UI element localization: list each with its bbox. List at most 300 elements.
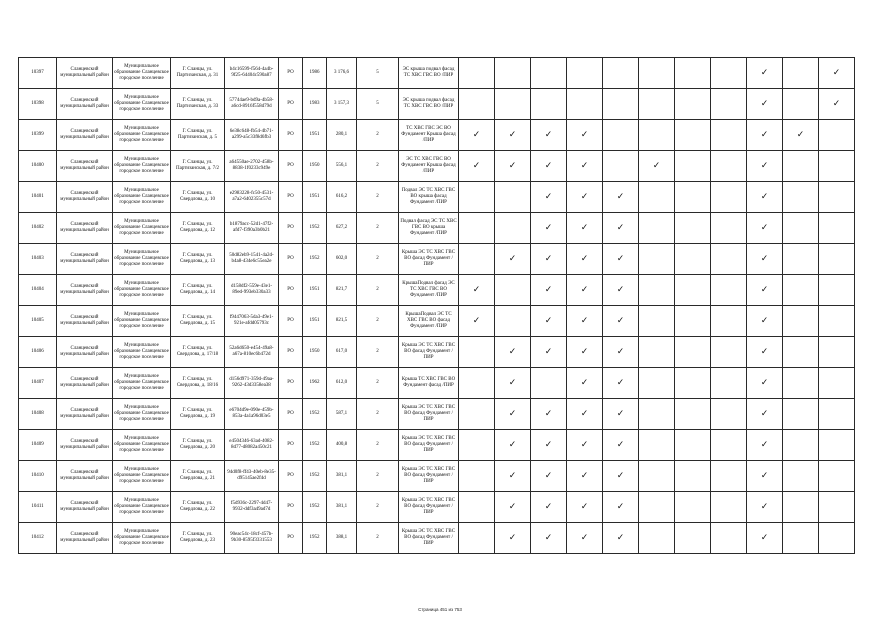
district-cell: Сланцевский муниципальный район bbox=[57, 151, 113, 182]
table-row bbox=[19, 275, 855, 306]
works-cell: Крыша ЭС ТС ХВС ГВС ВО фасад Фундамент /ПИР bbox=[399, 399, 459, 430]
area-cell: 821,5 bbox=[327, 306, 357, 337]
check-mark-icon: ✓ bbox=[747, 89, 783, 120]
work-cell-empty bbox=[819, 244, 855, 275]
check-mark-icon: ✓ bbox=[747, 337, 783, 368]
work-cell-empty bbox=[819, 492, 855, 523]
work-cell-empty bbox=[711, 89, 747, 120]
record-number: 10400 bbox=[19, 151, 57, 182]
work-cell-empty bbox=[711, 182, 747, 213]
area-cell: 612,0 bbox=[327, 368, 357, 399]
year-cell: 1952 bbox=[303, 461, 327, 492]
area-cell: 400,8 bbox=[327, 430, 357, 461]
work-cell-empty bbox=[783, 275, 819, 306]
check-mark-icon: ✓ bbox=[819, 58, 855, 89]
work-cell-empty bbox=[639, 58, 675, 89]
check-mark-icon: ✓ bbox=[747, 213, 783, 244]
district-cell: Сланцевский муниципальный район bbox=[57, 89, 113, 120]
check-mark-icon: ✓ bbox=[603, 337, 639, 368]
work-cell-empty bbox=[639, 244, 675, 275]
floors-cell: 2 bbox=[357, 120, 399, 151]
floors-cell: 2 bbox=[357, 337, 399, 368]
municipality-cell: Муниципальное образование Сланцевское городское поселение bbox=[113, 244, 171, 275]
works-cell: ЭС ТС ХВС ГВС ВО Фундамент Крыша фасад /ПИР bbox=[399, 151, 459, 182]
work-cell-empty bbox=[567, 58, 603, 89]
ownership-cell: РО bbox=[279, 58, 303, 89]
work-cell-empty bbox=[783, 213, 819, 244]
work-cell-empty bbox=[459, 492, 495, 523]
work-cell-empty bbox=[675, 89, 711, 120]
works-cell: Крыша ЭС ТС ХВС ГВС ВО фасад Фундамент /ПИР bbox=[399, 430, 459, 461]
floors-cell: 2 bbox=[357, 461, 399, 492]
table-row bbox=[19, 492, 855, 523]
work-cell-empty bbox=[495, 213, 531, 244]
work-cell-empty bbox=[603, 89, 639, 120]
work-cell-empty bbox=[531, 58, 567, 89]
check-mark-icon: ✓ bbox=[747, 461, 783, 492]
work-cell-empty bbox=[459, 244, 495, 275]
check-mark-icon: ✓ bbox=[531, 430, 567, 461]
table-row bbox=[19, 368, 855, 399]
year-cell: 1951 bbox=[303, 275, 327, 306]
work-cell-empty bbox=[675, 461, 711, 492]
ownership-cell: РО bbox=[279, 213, 303, 244]
guid-cell: 52a6d650-e454-49a8-a67a-810ec6b472d bbox=[225, 337, 279, 368]
page-footer: Страница 451 из 753 bbox=[418, 607, 462, 612]
table-row bbox=[19, 461, 855, 492]
district-cell: Сланцевский муниципальный район bbox=[57, 399, 113, 430]
area-cell: 388,1 bbox=[327, 523, 357, 554]
check-mark-icon: ✓ bbox=[603, 399, 639, 430]
check-mark-icon: ✓ bbox=[495, 492, 531, 523]
check-mark-icon: ✓ bbox=[495, 368, 531, 399]
district-cell: Сланцевский муниципальный район bbox=[57, 306, 113, 337]
record-number: 10409 bbox=[19, 430, 57, 461]
record-number: 10397 bbox=[19, 58, 57, 89]
floors-cell: 2 bbox=[357, 430, 399, 461]
check-mark-icon: ✓ bbox=[495, 337, 531, 368]
address-cell: Г. Сланцы, ул. Свердлова, д. 21 bbox=[171, 461, 225, 492]
work-cell-empty bbox=[783, 523, 819, 554]
year-cell: 1983 bbox=[303, 89, 327, 120]
address-cell: Г. Сланцы, ул. Свердлова, д. 20 bbox=[171, 430, 225, 461]
work-cell-empty bbox=[459, 430, 495, 461]
work-cell-empty bbox=[783, 430, 819, 461]
check-mark-icon: ✓ bbox=[459, 275, 495, 306]
ownership-cell: РО bbox=[279, 523, 303, 554]
works-cell: Крыша ТС ХВС ГВС ВО Фундамент фасад /ПИР bbox=[399, 368, 459, 399]
work-cell-empty bbox=[711, 430, 747, 461]
record-number: 10398 bbox=[19, 89, 57, 120]
municipality-cell: Муниципальное образование Сланцевское городское поселение bbox=[113, 182, 171, 213]
address-cell: Г. Сланцы, ул. Свердлова, д. 18/16 bbox=[171, 368, 225, 399]
work-cell-empty bbox=[459, 213, 495, 244]
work-cell-empty bbox=[639, 337, 675, 368]
work-cell-empty bbox=[711, 58, 747, 89]
works-cell: КрышаПодвал фасад ЭС ТС ХВС ГВС ВО Фундамент /ПИР bbox=[399, 275, 459, 306]
work-cell-empty bbox=[639, 523, 675, 554]
ownership-cell: РО bbox=[279, 306, 303, 337]
address-cell: Г. Сланцы, ул. Свердлова, д. 17/18 bbox=[171, 337, 225, 368]
municipality-cell: Муниципальное образование Сланцевское городское поселение bbox=[113, 120, 171, 151]
work-cell-empty bbox=[675, 368, 711, 399]
floors-cell: 2 bbox=[357, 275, 399, 306]
works-cell: КрышаПодвал ЭС ТС ХВС ГВС ВО фасад Фундамент /ПИР bbox=[399, 306, 459, 337]
municipality-cell: Муниципальное образование Сланцевское городское поселение bbox=[113, 523, 171, 554]
ownership-cell: РО bbox=[279, 368, 303, 399]
check-mark-icon: ✓ bbox=[747, 275, 783, 306]
municipality-cell: Муниципальное образование Сланцевское городское поселение bbox=[113, 306, 171, 337]
area-cell: 602,0 bbox=[327, 244, 357, 275]
check-mark-icon: ✓ bbox=[531, 120, 567, 151]
check-mark-icon: ✓ bbox=[603, 213, 639, 244]
work-cell-empty bbox=[639, 368, 675, 399]
work-cell-empty bbox=[819, 275, 855, 306]
year-cell: 1951 bbox=[303, 120, 327, 151]
work-cell-empty bbox=[639, 430, 675, 461]
check-mark-icon: ✓ bbox=[747, 399, 783, 430]
work-cell-empty bbox=[711, 151, 747, 182]
address-cell: Г. Сланцы, ул. Свердлова, д. 12 bbox=[171, 213, 225, 244]
record-number: 10401 bbox=[19, 182, 57, 213]
work-cell-empty bbox=[711, 120, 747, 151]
check-mark-icon: ✓ bbox=[747, 58, 783, 89]
area-cell: 616,2 bbox=[327, 182, 357, 213]
check-mark-icon: ✓ bbox=[747, 151, 783, 182]
record-number: 10407 bbox=[19, 368, 57, 399]
table-row bbox=[19, 399, 855, 430]
check-mark-icon: ✓ bbox=[567, 306, 603, 337]
check-mark-icon: ✓ bbox=[531, 523, 567, 554]
work-cell-empty bbox=[531, 89, 567, 120]
work-cell-empty bbox=[639, 461, 675, 492]
check-mark-icon: ✓ bbox=[459, 151, 495, 182]
year-cell: 1950 bbox=[303, 151, 327, 182]
district-cell: Сланцевский муниципальный район bbox=[57, 430, 113, 461]
work-cell-empty bbox=[675, 120, 711, 151]
check-mark-icon: ✓ bbox=[459, 120, 495, 151]
work-cell-empty bbox=[819, 213, 855, 244]
work-cell-empty bbox=[459, 58, 495, 89]
municipality-cell: Муниципальное образование Сланцевское городское поселение bbox=[113, 89, 171, 120]
table-row bbox=[19, 120, 855, 151]
check-mark-icon: ✓ bbox=[567, 399, 603, 430]
floors-cell: 5 bbox=[357, 58, 399, 89]
table-row bbox=[19, 337, 855, 368]
record-number: 10406 bbox=[19, 337, 57, 368]
record-number: 10410 bbox=[19, 461, 57, 492]
check-mark-icon: ✓ bbox=[495, 120, 531, 151]
work-cell-empty bbox=[783, 368, 819, 399]
year-cell: 1952 bbox=[303, 430, 327, 461]
ownership-cell: РО bbox=[279, 430, 303, 461]
address-cell: Г. Сланцы, ул. Партизанская, д. 33 bbox=[171, 89, 225, 120]
record-number: 10408 bbox=[19, 399, 57, 430]
address-cell: Г. Сланцы, ул. Свердлова, д. 15 bbox=[171, 306, 225, 337]
address-cell: Г. Сланцы, ул. Свердлова, д. 19 bbox=[171, 399, 225, 430]
ownership-cell: РО bbox=[279, 399, 303, 430]
housing-table bbox=[18, 57, 855, 554]
work-cell-empty bbox=[603, 120, 639, 151]
work-cell-empty bbox=[639, 492, 675, 523]
check-mark-icon: ✓ bbox=[567, 337, 603, 368]
work-cell-empty bbox=[459, 523, 495, 554]
works-cell: ТС ХВС ГВС ЭС ВО Фундамент Крыша фасад /ПИР bbox=[399, 120, 459, 151]
check-mark-icon: ✓ bbox=[603, 368, 639, 399]
check-mark-icon: ✓ bbox=[603, 461, 639, 492]
check-mark-icon: ✓ bbox=[531, 182, 567, 213]
work-cell-empty bbox=[675, 275, 711, 306]
work-cell-empty bbox=[819, 120, 855, 151]
work-cell-empty bbox=[819, 337, 855, 368]
check-mark-icon: ✓ bbox=[603, 306, 639, 337]
check-mark-icon: ✓ bbox=[603, 182, 639, 213]
district-cell: Сланцевский муниципальный район bbox=[57, 523, 113, 554]
work-cell-empty bbox=[783, 182, 819, 213]
work-cell-empty bbox=[459, 182, 495, 213]
work-cell-empty bbox=[783, 306, 819, 337]
check-mark-icon: ✓ bbox=[495, 151, 531, 182]
check-mark-icon: ✓ bbox=[567, 368, 603, 399]
floors-cell: 2 bbox=[357, 151, 399, 182]
record-number: 10405 bbox=[19, 306, 57, 337]
check-mark-icon: ✓ bbox=[567, 244, 603, 275]
work-cell-empty bbox=[459, 461, 495, 492]
table-row bbox=[19, 182, 855, 213]
area-cell: 556,1 bbox=[327, 151, 357, 182]
guid-cell: b4c16599-f564-4a4b-9f25-64404c590a87 bbox=[225, 58, 279, 89]
guid-cell: f5d936c-2297-4d47-9932-ddf3a49ad7d bbox=[225, 492, 279, 523]
ownership-cell: РО bbox=[279, 151, 303, 182]
area-cell: 381,1 bbox=[327, 492, 357, 523]
work-cell-empty bbox=[675, 399, 711, 430]
address-cell: Г. Сланцы, ул. Партизанская, д. 5 bbox=[171, 120, 225, 151]
check-mark-icon: ✓ bbox=[747, 523, 783, 554]
check-mark-icon: ✓ bbox=[567, 182, 603, 213]
table-row bbox=[19, 58, 855, 89]
work-cell-empty bbox=[495, 89, 531, 120]
year-cell: 1962 bbox=[303, 368, 327, 399]
check-mark-icon: ✓ bbox=[531, 492, 567, 523]
work-cell-empty bbox=[675, 306, 711, 337]
record-number: 10403 bbox=[19, 244, 57, 275]
work-cell-empty bbox=[711, 275, 747, 306]
year-cell: 1951 bbox=[303, 182, 327, 213]
works-cell: Подвал ЭС ТС ХВС ГВС ВО крыша фасад Фундамент /ПИР bbox=[399, 182, 459, 213]
check-mark-icon: ✓ bbox=[747, 182, 783, 213]
check-mark-icon: ✓ bbox=[747, 368, 783, 399]
work-cell-empty bbox=[783, 244, 819, 275]
work-cell-empty bbox=[783, 58, 819, 89]
work-cell-empty bbox=[783, 399, 819, 430]
work-cell-empty bbox=[711, 306, 747, 337]
work-cell-empty bbox=[783, 492, 819, 523]
municipality-cell: Муниципальное образование Сланцевское городское поселение bbox=[113, 58, 171, 89]
area-cell: 821,7 bbox=[327, 275, 357, 306]
check-mark-icon: ✓ bbox=[531, 337, 567, 368]
work-cell-empty bbox=[711, 523, 747, 554]
check-mark-icon: ✓ bbox=[495, 461, 531, 492]
guid-cell: 6e38c648-fb54-4b71-a299-a5c33f8d6fb3 bbox=[225, 120, 279, 151]
check-mark-icon: ✓ bbox=[603, 275, 639, 306]
work-cell-empty bbox=[711, 337, 747, 368]
table-body bbox=[19, 58, 855, 554]
municipality-cell: Муниципальное образование Сланцевское городское поселение bbox=[113, 213, 171, 244]
area-cell: 627,2 bbox=[327, 213, 357, 244]
work-cell-empty bbox=[603, 58, 639, 89]
record-number: 10412 bbox=[19, 523, 57, 554]
work-cell-empty bbox=[495, 182, 531, 213]
check-mark-icon: ✓ bbox=[531, 306, 567, 337]
area-cell: 617,0 bbox=[327, 337, 357, 368]
work-cell-empty bbox=[819, 151, 855, 182]
work-cell-empty bbox=[711, 461, 747, 492]
district-cell: Сланцевский муниципальный район bbox=[57, 337, 113, 368]
check-mark-icon: ✓ bbox=[603, 244, 639, 275]
floors-cell: 2 bbox=[357, 492, 399, 523]
work-cell-empty bbox=[459, 337, 495, 368]
work-cell-empty bbox=[675, 430, 711, 461]
guid-cell: 57744ae9-bd9a-4b58-a6cd-8916f558d79d bbox=[225, 89, 279, 120]
year-cell: 1951 bbox=[303, 306, 327, 337]
district-cell: Сланцевский муниципальный район bbox=[57, 461, 113, 492]
year-cell: 1952 bbox=[303, 213, 327, 244]
work-cell-empty bbox=[819, 306, 855, 337]
work-cell-empty bbox=[639, 399, 675, 430]
works-cell: Крыша ЭС ТС ХВС ГВС ВО фасад Фундамент /ПИР bbox=[399, 461, 459, 492]
work-cell-empty bbox=[819, 461, 855, 492]
floors-cell: 2 bbox=[357, 399, 399, 430]
area-cell: 3 176,6 bbox=[327, 58, 357, 89]
check-mark-icon: ✓ bbox=[495, 399, 531, 430]
year-cell: 1952 bbox=[303, 244, 327, 275]
table-row bbox=[19, 213, 855, 244]
work-cell-empty bbox=[675, 337, 711, 368]
district-cell: Сланцевский муниципальный район bbox=[57, 213, 113, 244]
municipality-cell: Муниципальное образование Сланцевское городское поселение bbox=[113, 492, 171, 523]
check-mark-icon: ✓ bbox=[495, 244, 531, 275]
record-number: 10411 bbox=[19, 492, 57, 523]
record-number: 10402 bbox=[19, 213, 57, 244]
year-cell: 1950 bbox=[303, 337, 327, 368]
work-cell-empty bbox=[675, 523, 711, 554]
work-cell-empty bbox=[495, 58, 531, 89]
check-mark-icon: ✓ bbox=[567, 430, 603, 461]
guid-cell: e6704d9e-090e-459b-853a-4a1a96d03e5 bbox=[225, 399, 279, 430]
record-number: 10404 bbox=[19, 275, 57, 306]
work-cell-empty bbox=[783, 461, 819, 492]
work-cell-empty bbox=[531, 368, 567, 399]
work-cell-empty bbox=[819, 399, 855, 430]
check-mark-icon: ✓ bbox=[495, 430, 531, 461]
district-cell: Сланцевский муниципальный район bbox=[57, 182, 113, 213]
ownership-cell: РО bbox=[279, 337, 303, 368]
record-number: 10399 bbox=[19, 120, 57, 151]
check-mark-icon: ✓ bbox=[783, 120, 819, 151]
guid-cell: 50d82eb9-1541-4a2d-b4a8-434e6c55ea2e bbox=[225, 244, 279, 275]
works-cell: ЭС крыша подвал фасад ТС ХВС ГВС ВО /ПИР bbox=[399, 89, 459, 120]
year-cell: 1952 bbox=[303, 523, 327, 554]
work-cell-empty bbox=[819, 368, 855, 399]
table-row bbox=[19, 306, 855, 337]
ownership-cell: РО bbox=[279, 89, 303, 120]
guid-cell: d158df2-559e-43e1-89ed-993eb330a33 bbox=[225, 275, 279, 306]
check-mark-icon: ✓ bbox=[567, 120, 603, 151]
floors-cell: 5 bbox=[357, 89, 399, 120]
guid-cell: b1879acc-52d1-47f2-afd7-f390a3b0b21 bbox=[225, 213, 279, 244]
check-mark-icon: ✓ bbox=[531, 461, 567, 492]
work-cell-empty bbox=[783, 151, 819, 182]
work-cell-empty bbox=[495, 306, 531, 337]
floors-cell: 2 bbox=[357, 368, 399, 399]
ownership-cell: РО bbox=[279, 120, 303, 151]
check-mark-icon: ✓ bbox=[747, 244, 783, 275]
year-cell: 1986 bbox=[303, 58, 327, 89]
address-cell: Г. Сланцы, ул. Свердлова, д. 23 bbox=[171, 523, 225, 554]
work-cell-empty bbox=[819, 182, 855, 213]
check-mark-icon: ✓ bbox=[603, 492, 639, 523]
check-mark-icon: ✓ bbox=[567, 461, 603, 492]
works-cell: Крыша ЭС ТС ХВС ГВС ВО фасад Фундамент /ПИР bbox=[399, 337, 459, 368]
area-cell: 280,1 bbox=[327, 120, 357, 151]
work-cell-empty bbox=[819, 430, 855, 461]
work-cell-empty bbox=[711, 213, 747, 244]
year-cell: 1952 bbox=[303, 492, 327, 523]
works-cell: Крыша ЭС ТС ХВС ГВС ВО фасад Фундамент /ПИР bbox=[399, 244, 459, 275]
work-cell-empty bbox=[819, 523, 855, 554]
table-row bbox=[19, 244, 855, 275]
year-cell: 1952 bbox=[303, 399, 327, 430]
work-cell-empty bbox=[459, 368, 495, 399]
check-mark-icon: ✓ bbox=[531, 399, 567, 430]
work-cell-empty bbox=[639, 213, 675, 244]
guid-cell: e4504346-63ad-4082-8d77-d8082a450c21 bbox=[225, 430, 279, 461]
check-mark-icon: ✓ bbox=[747, 306, 783, 337]
guid-cell: 94d0f8-ff43-40eb-8e35-d95145ae2f4d bbox=[225, 461, 279, 492]
work-cell-empty bbox=[711, 399, 747, 430]
check-mark-icon: ✓ bbox=[531, 151, 567, 182]
check-mark-icon: ✓ bbox=[819, 89, 855, 120]
guid-cell: 90eac54c-18cf-457b-9b30-8595f3331553 bbox=[225, 523, 279, 554]
work-cell-empty bbox=[675, 213, 711, 244]
municipality-cell: Муниципальное образование Сланцевское городское поселение bbox=[113, 461, 171, 492]
check-mark-icon: ✓ bbox=[567, 492, 603, 523]
district-cell: Сланцевский муниципальный район bbox=[57, 244, 113, 275]
municipality-cell: Муниципальное образование Сланцевское городское поселение bbox=[113, 368, 171, 399]
address-cell: Г. Сланцы, ул. Партизанская, д. 7/2 bbox=[171, 151, 225, 182]
work-cell-empty bbox=[675, 58, 711, 89]
table-row bbox=[19, 430, 855, 461]
check-mark-icon: ✓ bbox=[531, 244, 567, 275]
ownership-cell: РО bbox=[279, 182, 303, 213]
work-cell-empty bbox=[639, 89, 675, 120]
ownership-cell: РО bbox=[279, 275, 303, 306]
address-cell: Г. Сланцы, ул. Свердлова, д. 13 bbox=[171, 244, 225, 275]
check-mark-icon: ✓ bbox=[567, 213, 603, 244]
work-cell-empty bbox=[783, 89, 819, 120]
check-mark-icon: ✓ bbox=[567, 523, 603, 554]
works-cell: Крыша ЭС ТС ХВС ГВС ВО фасад Фундамент /ПИР bbox=[399, 492, 459, 523]
check-mark-icon: ✓ bbox=[531, 213, 567, 244]
check-mark-icon: ✓ bbox=[495, 523, 531, 554]
check-mark-icon: ✓ bbox=[747, 120, 783, 151]
area-cell: 381,1 bbox=[327, 461, 357, 492]
table-row bbox=[19, 151, 855, 182]
work-cell-empty bbox=[711, 368, 747, 399]
works-cell: Крыша ЭС ТС ХВС ГВС ВО фасад Фундамент /ПИР bbox=[399, 523, 459, 554]
work-cell-empty bbox=[639, 120, 675, 151]
floors-cell: 2 bbox=[357, 523, 399, 554]
